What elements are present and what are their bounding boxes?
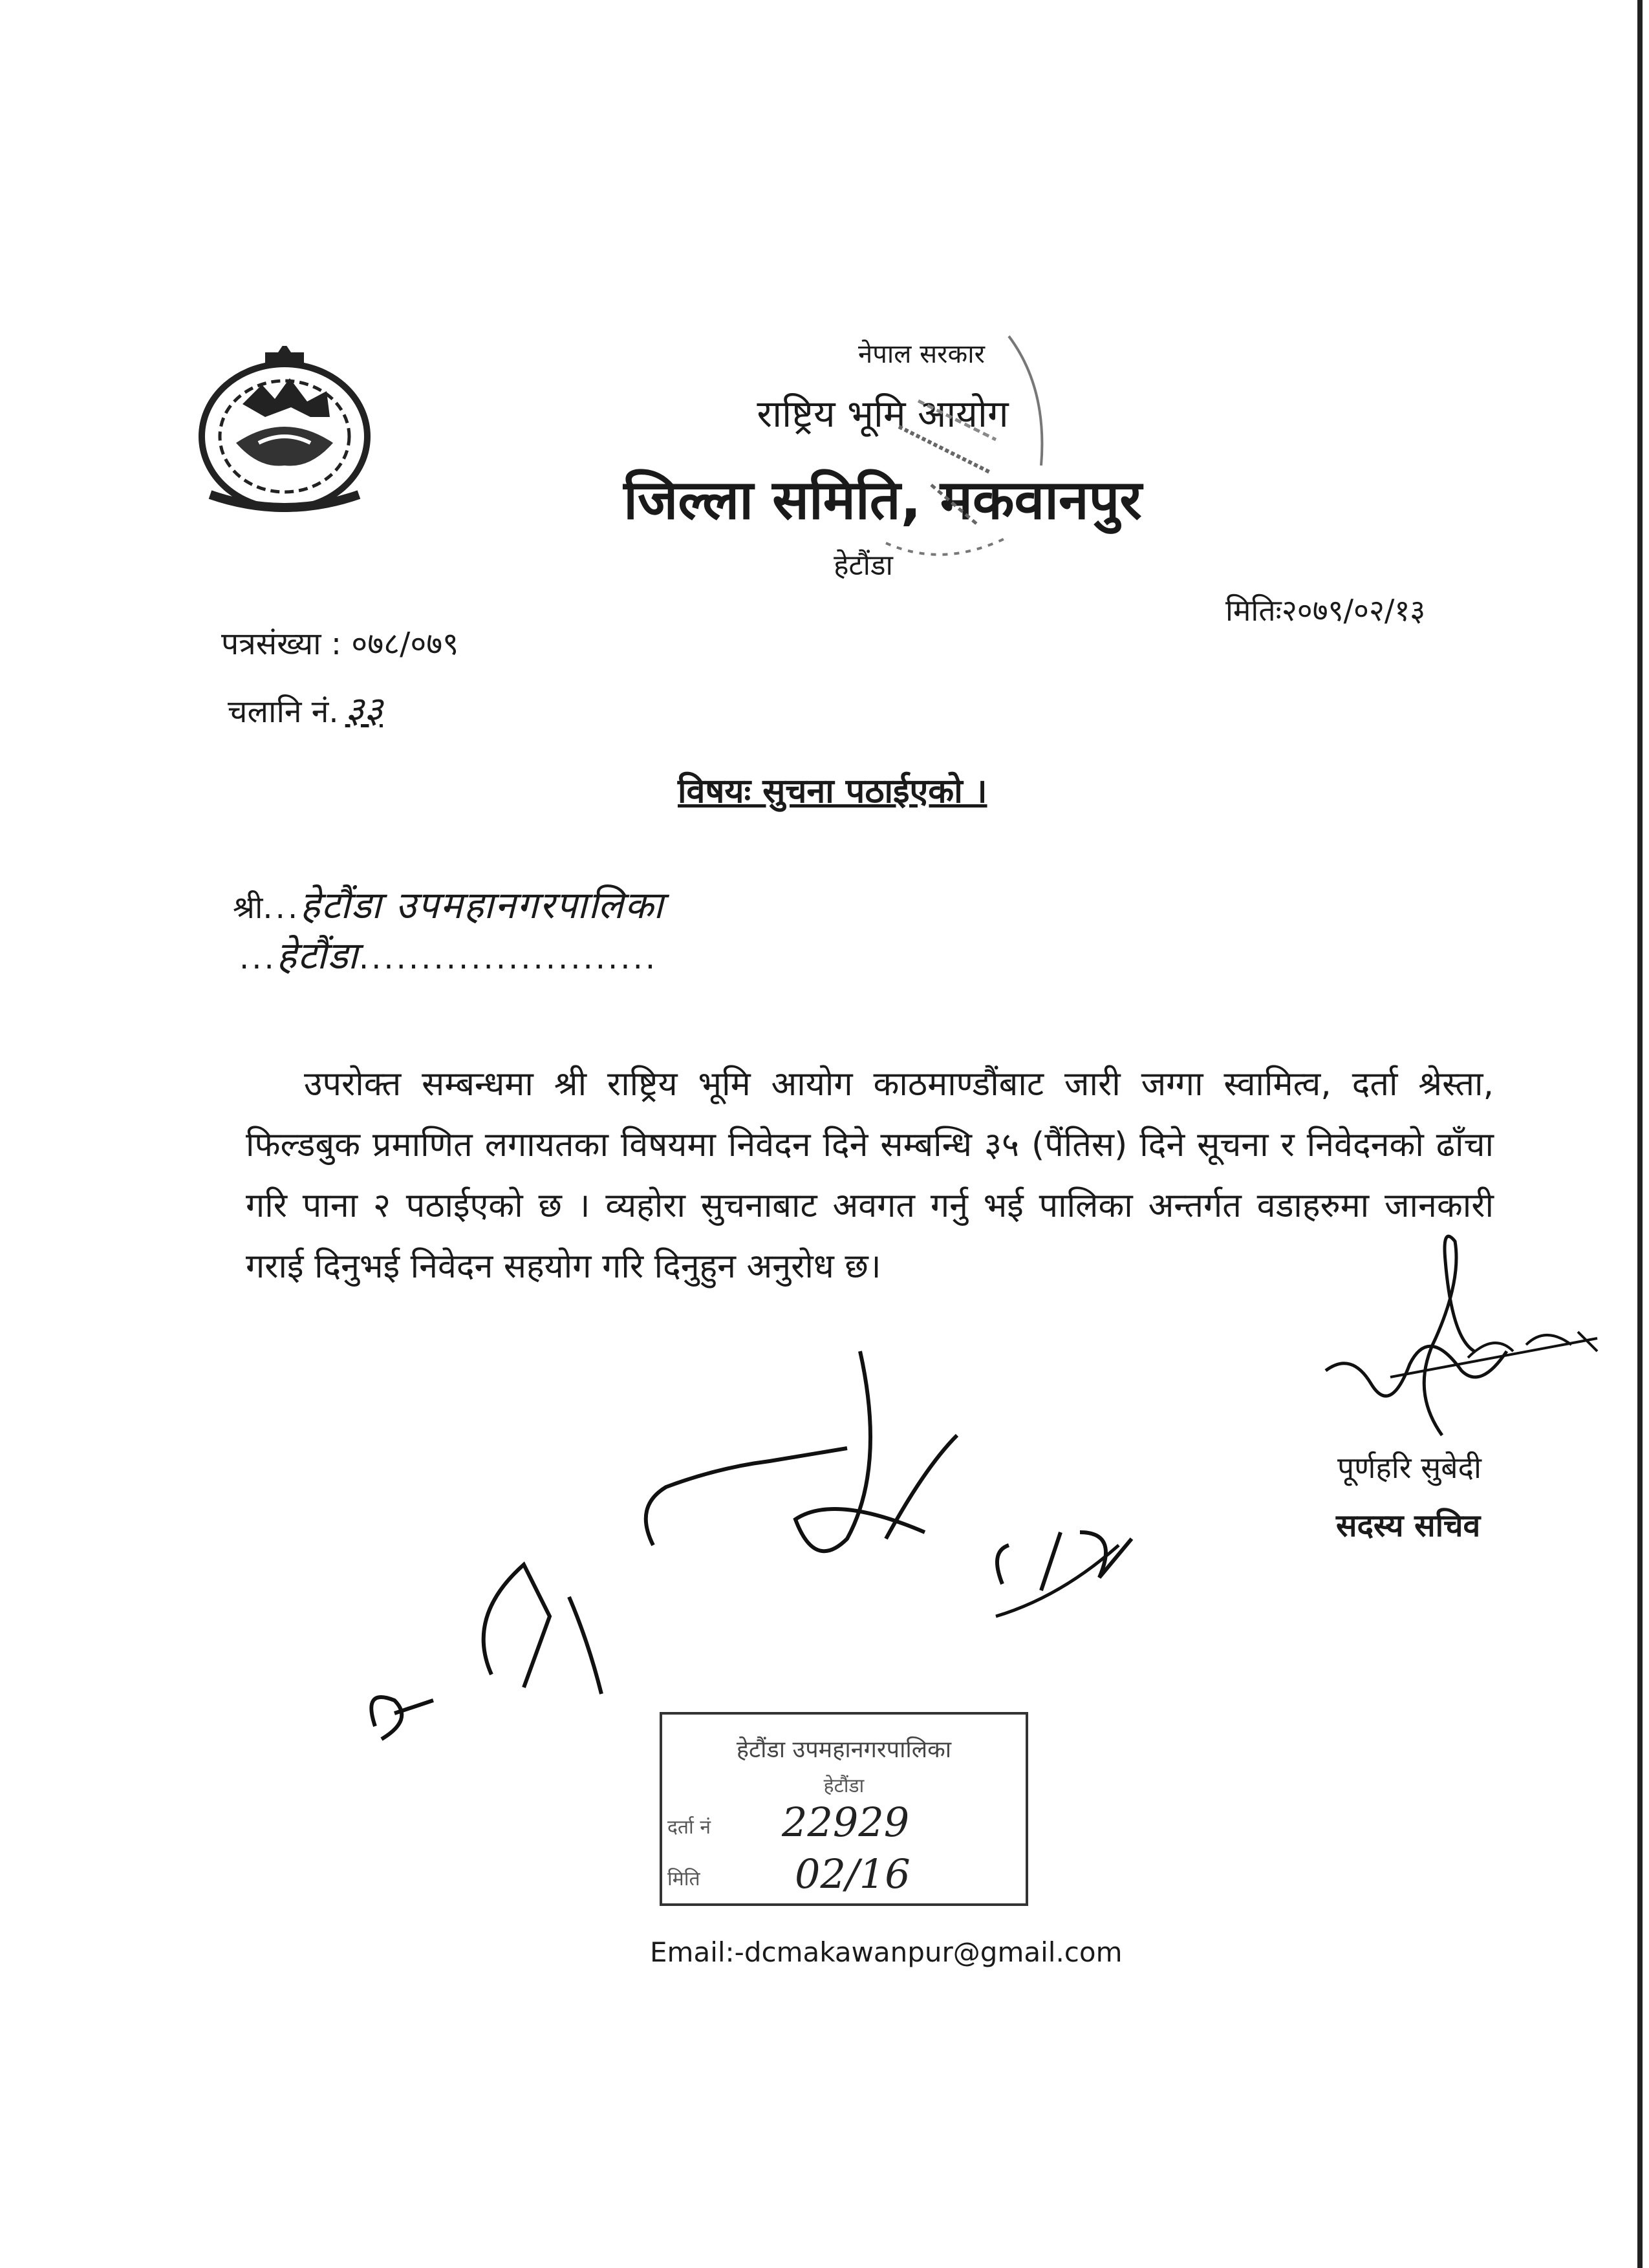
secretary-signature-icon bbox=[1313, 1222, 1610, 1455]
addressee-location-line bbox=[239, 928, 658, 979]
dispatch-label: चलानि नं. bbox=[228, 694, 339, 730]
addressee-location-dots: ... bbox=[239, 940, 277, 976]
dispatch-value: ३३ bbox=[345, 689, 383, 731]
letter-subject: विषयः सुचना पठाईएको । bbox=[678, 772, 987, 811]
receipt-stamp bbox=[660, 1712, 1028, 1906]
handwritten-endorsement-icon bbox=[356, 1338, 1261, 1765]
receipt-date-value: 02/16 bbox=[795, 1850, 911, 1898]
office-city: हेटौंडा bbox=[834, 549, 893, 582]
letter-number bbox=[221, 622, 458, 664]
addressee-prefix: श्री bbox=[233, 890, 263, 926]
letter-number-label: पत्रसंख्या : bbox=[221, 626, 341, 662]
addressee-location: हेटौंडा bbox=[276, 934, 359, 978]
signer-name: पूर्णहरि सुबेदी bbox=[1337, 1450, 1482, 1485]
letter-body: उपरोक्त सम्बन्धमा श्री राष्ट्रिय भूमि आयोग काठमाण्डौंबाट जारी जग्गा स्वामित्व, दर्ता श्रेस्ता, फिल्डबुक प्रमाणित लगायतका विषयमा निवेदन दिने सम्बन्धि ३५ (पैंतिस) दिने सूचना र निवेदनको ढाँचा गरि पाना २ पठाईएको छ । व्यहोरा सुचनाबाट अवगत गर्नु भई पालिका अन्तर्गत वडाहरुमा जानकारी गराई दिनुभई निवेदन सहयोग गरि दिनुहुन अनुरोध छ। bbox=[246, 1065, 1494, 1286]
government-name: नेपाल सरकार bbox=[858, 339, 985, 369]
addressee-dots: ... bbox=[263, 890, 301, 926]
dispatch-number bbox=[228, 684, 383, 733]
addressee-name: हेटौंडा उपमहानगरपालिका bbox=[300, 883, 665, 927]
contact-email: Email:-dcmakawanpur@gmail.com bbox=[650, 1936, 1123, 1968]
receipt-office: हेटौंडा उपमहानगरपालिका bbox=[736, 1737, 952, 1763]
receipt-register-value: 22929 bbox=[782, 1799, 910, 1846]
signer-title: सदस्य सचिव bbox=[1336, 1508, 1481, 1544]
receipt-register-label: दर्ता नं bbox=[667, 1816, 711, 1839]
letter-date: मितिः२०७९/०२/१३ bbox=[1225, 593, 1426, 628]
receipt-date-label: मिति bbox=[667, 1868, 700, 1890]
district-committee-name: जिल्ला समिति, मकवानपुर bbox=[623, 468, 1142, 531]
receipt-city: हेटौंडा bbox=[823, 1775, 865, 1797]
addressee-trailing-dots: ........................ bbox=[358, 940, 658, 976]
office-round-stamp-icon bbox=[847, 323, 1054, 569]
commission-name: राष्ट्रिय भूमि आयोग bbox=[757, 392, 1009, 436]
addressee-line bbox=[233, 878, 664, 929]
letter-number-value: ०७८/०७९ bbox=[351, 626, 459, 662]
